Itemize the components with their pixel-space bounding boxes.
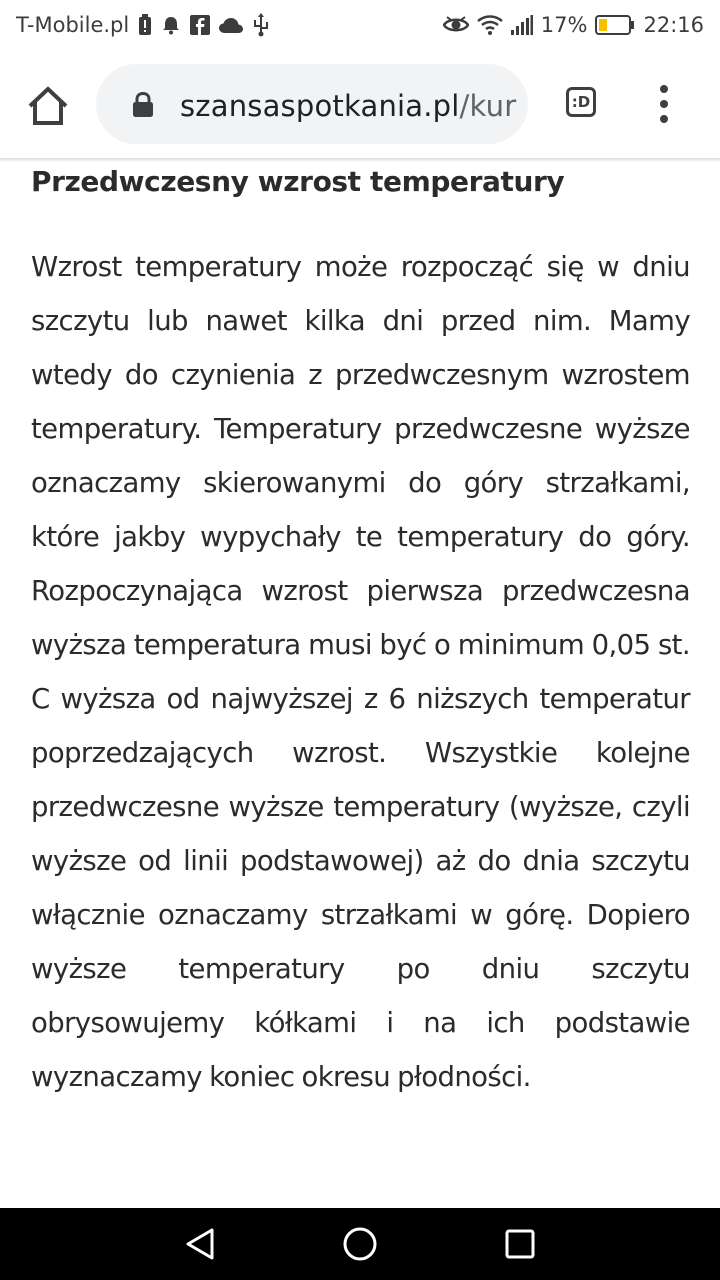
lock-icon[interactable]: [132, 92, 154, 118]
home-circle-icon[interactable]: [342, 1226, 378, 1262]
battery-percent: 17%: [540, 13, 588, 37]
wifi-icon: [477, 15, 503, 35]
url-path: /kur: [459, 89, 517, 123]
carrier-name: T-Mobile.pl: [16, 13, 130, 37]
article-paragraph: Wzrost temperatury może rozpocząć się w dniu szczytu lub nawet kilka dni przed nim. Mamy wtedy do czynienia z przedwczesnym wzrostem temperatury. Temperatury przedwczesne wyższe oznaczamy skierowanymi do góry strzałkami, które jakby wypychały te temperatury do góry. Rozpoczynająca wzrost pierwsza przedwczesna wyższa temperatura musi być o minimum 0,05 st. C wyższa od najwyższej z 6 niższych temperatur poprzedzających wzrost. Wszystkie kolejne przedwczesne wyższe temperatury (wyższe, czyli wyższe od linii podstawowej) aż do dnia szczytu włącznie oznaczamy strzałkami w górę. Dopiero wyższe temperatury po dniu szczytu obrysowujemy kółkami i na ich podstawie wyznaczamy koniec okresu płodności.: [31, 251, 690, 1093]
eye-icon: [443, 16, 469, 34]
usb-icon: [252, 13, 270, 37]
battery-icon: [595, 15, 635, 35]
battery-alert-icon: [138, 14, 152, 36]
article-heading: Przedwczesny wzrost temperatury: [31, 165, 565, 198]
home-icon[interactable]: [26, 84, 70, 128]
url-domain: szansaspotkania.pl: [180, 89, 460, 123]
clock: 22:16: [643, 13, 704, 37]
menu-icon[interactable]: [652, 84, 676, 124]
signal-icon: [511, 15, 533, 35]
navigation-bar: [0, 1208, 720, 1280]
url-text[interactable]: [180, 86, 520, 126]
address-bar[interactable]: [96, 64, 528, 144]
bell-icon: [161, 15, 181, 35]
facebook-icon: [190, 15, 210, 35]
tab-switcher-icon[interactable]: [566, 87, 596, 117]
tab-switcher-label: :D: [571, 93, 591, 111]
recent-apps-icon[interactable]: [502, 1226, 538, 1262]
status-bar: [0, 0, 720, 50]
status-left: [16, 13, 270, 37]
cloud-icon: [219, 17, 243, 33]
status-right: [443, 13, 704, 37]
back-icon[interactable]: [182, 1226, 218, 1262]
browser-toolbar: [0, 50, 720, 158]
